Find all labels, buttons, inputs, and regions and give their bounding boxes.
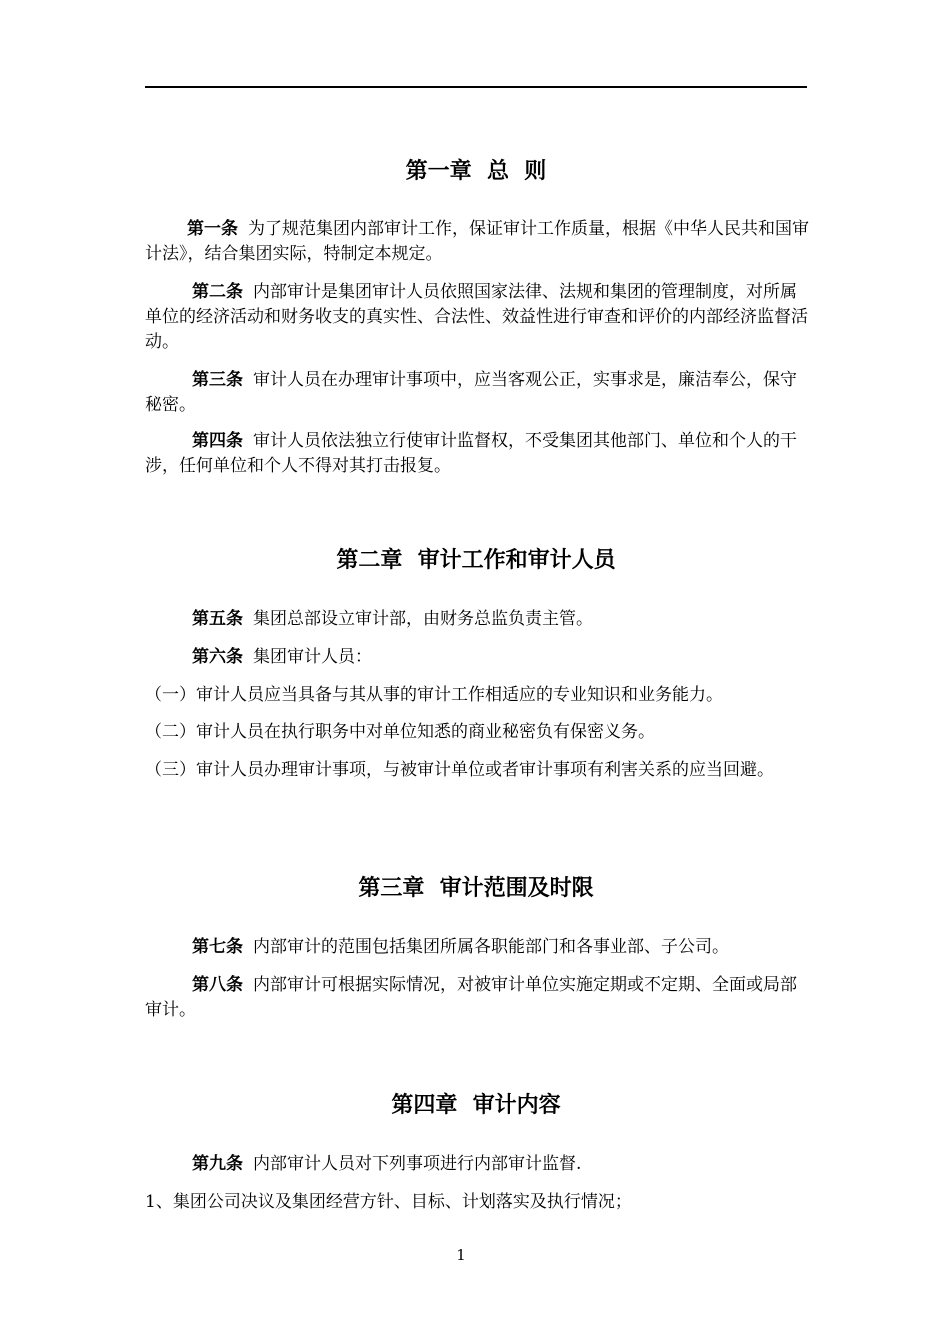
article-7 [145,935,810,960]
article-5 [145,607,810,632]
article-8 [145,973,810,1023]
article-6 [145,645,810,670]
list-item-1: （一）审计人员应当具备与其从事的审计工作相适应的专业知识和业务能力。 [145,685,723,705]
article-label: 第九条 [192,1154,243,1174]
article-2 [145,280,810,355]
chapter-3-heading: 第三章 审计范围及时限 [358,876,594,901]
page-number: 1 [456,1246,466,1264]
article-text: 为了规范集团内部审计工作，保证审计工作质量，根据《中华人民共和国审计法》，结合集团实际，特制定本规定。 [145,219,809,264]
article-label: 第三条 [192,370,243,390]
article-text: 内部审计是集团审计人员依照国家法律、法规和集团的管理制度，对所属单位的经济活动和财务收支的真实性、合法性、效益性进行审查和评价的内部经济监督活动。 [145,282,808,352]
article-text: 集团审计人员： [253,647,372,667]
article-text: 审计人员在办理审计事项中，应当客观公正，实事求是，廉洁奉公，保守秘密。 [145,370,797,415]
chapter-2-heading: 第二章 审计工作和审计人员 [336,548,616,573]
article-9 [145,1152,810,1177]
article-text: 审计人员依法独立行使审计监督权，不受集团其他部门、单位和个人的干涉，任何单位和个人不得对其打击报复。 [145,431,797,476]
chapter-1-heading: 第一章 总 则 [405,159,547,184]
article-text: 内部审计人员对下列事项进行内部审计监督. [253,1154,582,1174]
article-text: 内部审计可根据实际情况，对被审计单位实施定期或不定期、全面或局部审计。 [145,975,797,1020]
article-label: 第六条 [192,647,243,667]
article-3 [145,368,810,418]
article-4 [145,429,810,479]
article-label: 第七条 [192,937,243,957]
chapter-4-heading: 第四章 审计内容 [391,1093,561,1118]
header-rule [145,86,807,88]
article-label: 第五条 [192,609,243,629]
article-1 [145,217,810,267]
article-label: 第四条 [192,431,243,451]
article-text: 内部审计的范围包括集团所属各职能部门和各事业部、子公司。 [253,937,729,957]
list-item-2: （二）审计人员在执行职务中对单位知悉的商业秘密负有保密义务。 [145,722,655,742]
article-label: 第二条 [192,282,243,302]
article-text: 集团总部设立审计部，由财务总监负责主管。 [253,609,593,629]
article-label: 第一条 [187,219,238,239]
article-label: 第八条 [192,975,243,995]
numbered-item-1: 1、集团公司决议及集团经营方针、目标、计划落实及执行情况； [145,1192,632,1212]
list-item-3: （三）审计人员办理审计事项，与被审计单位或者审计事项有利害关系的应当回避。 [145,760,774,780]
